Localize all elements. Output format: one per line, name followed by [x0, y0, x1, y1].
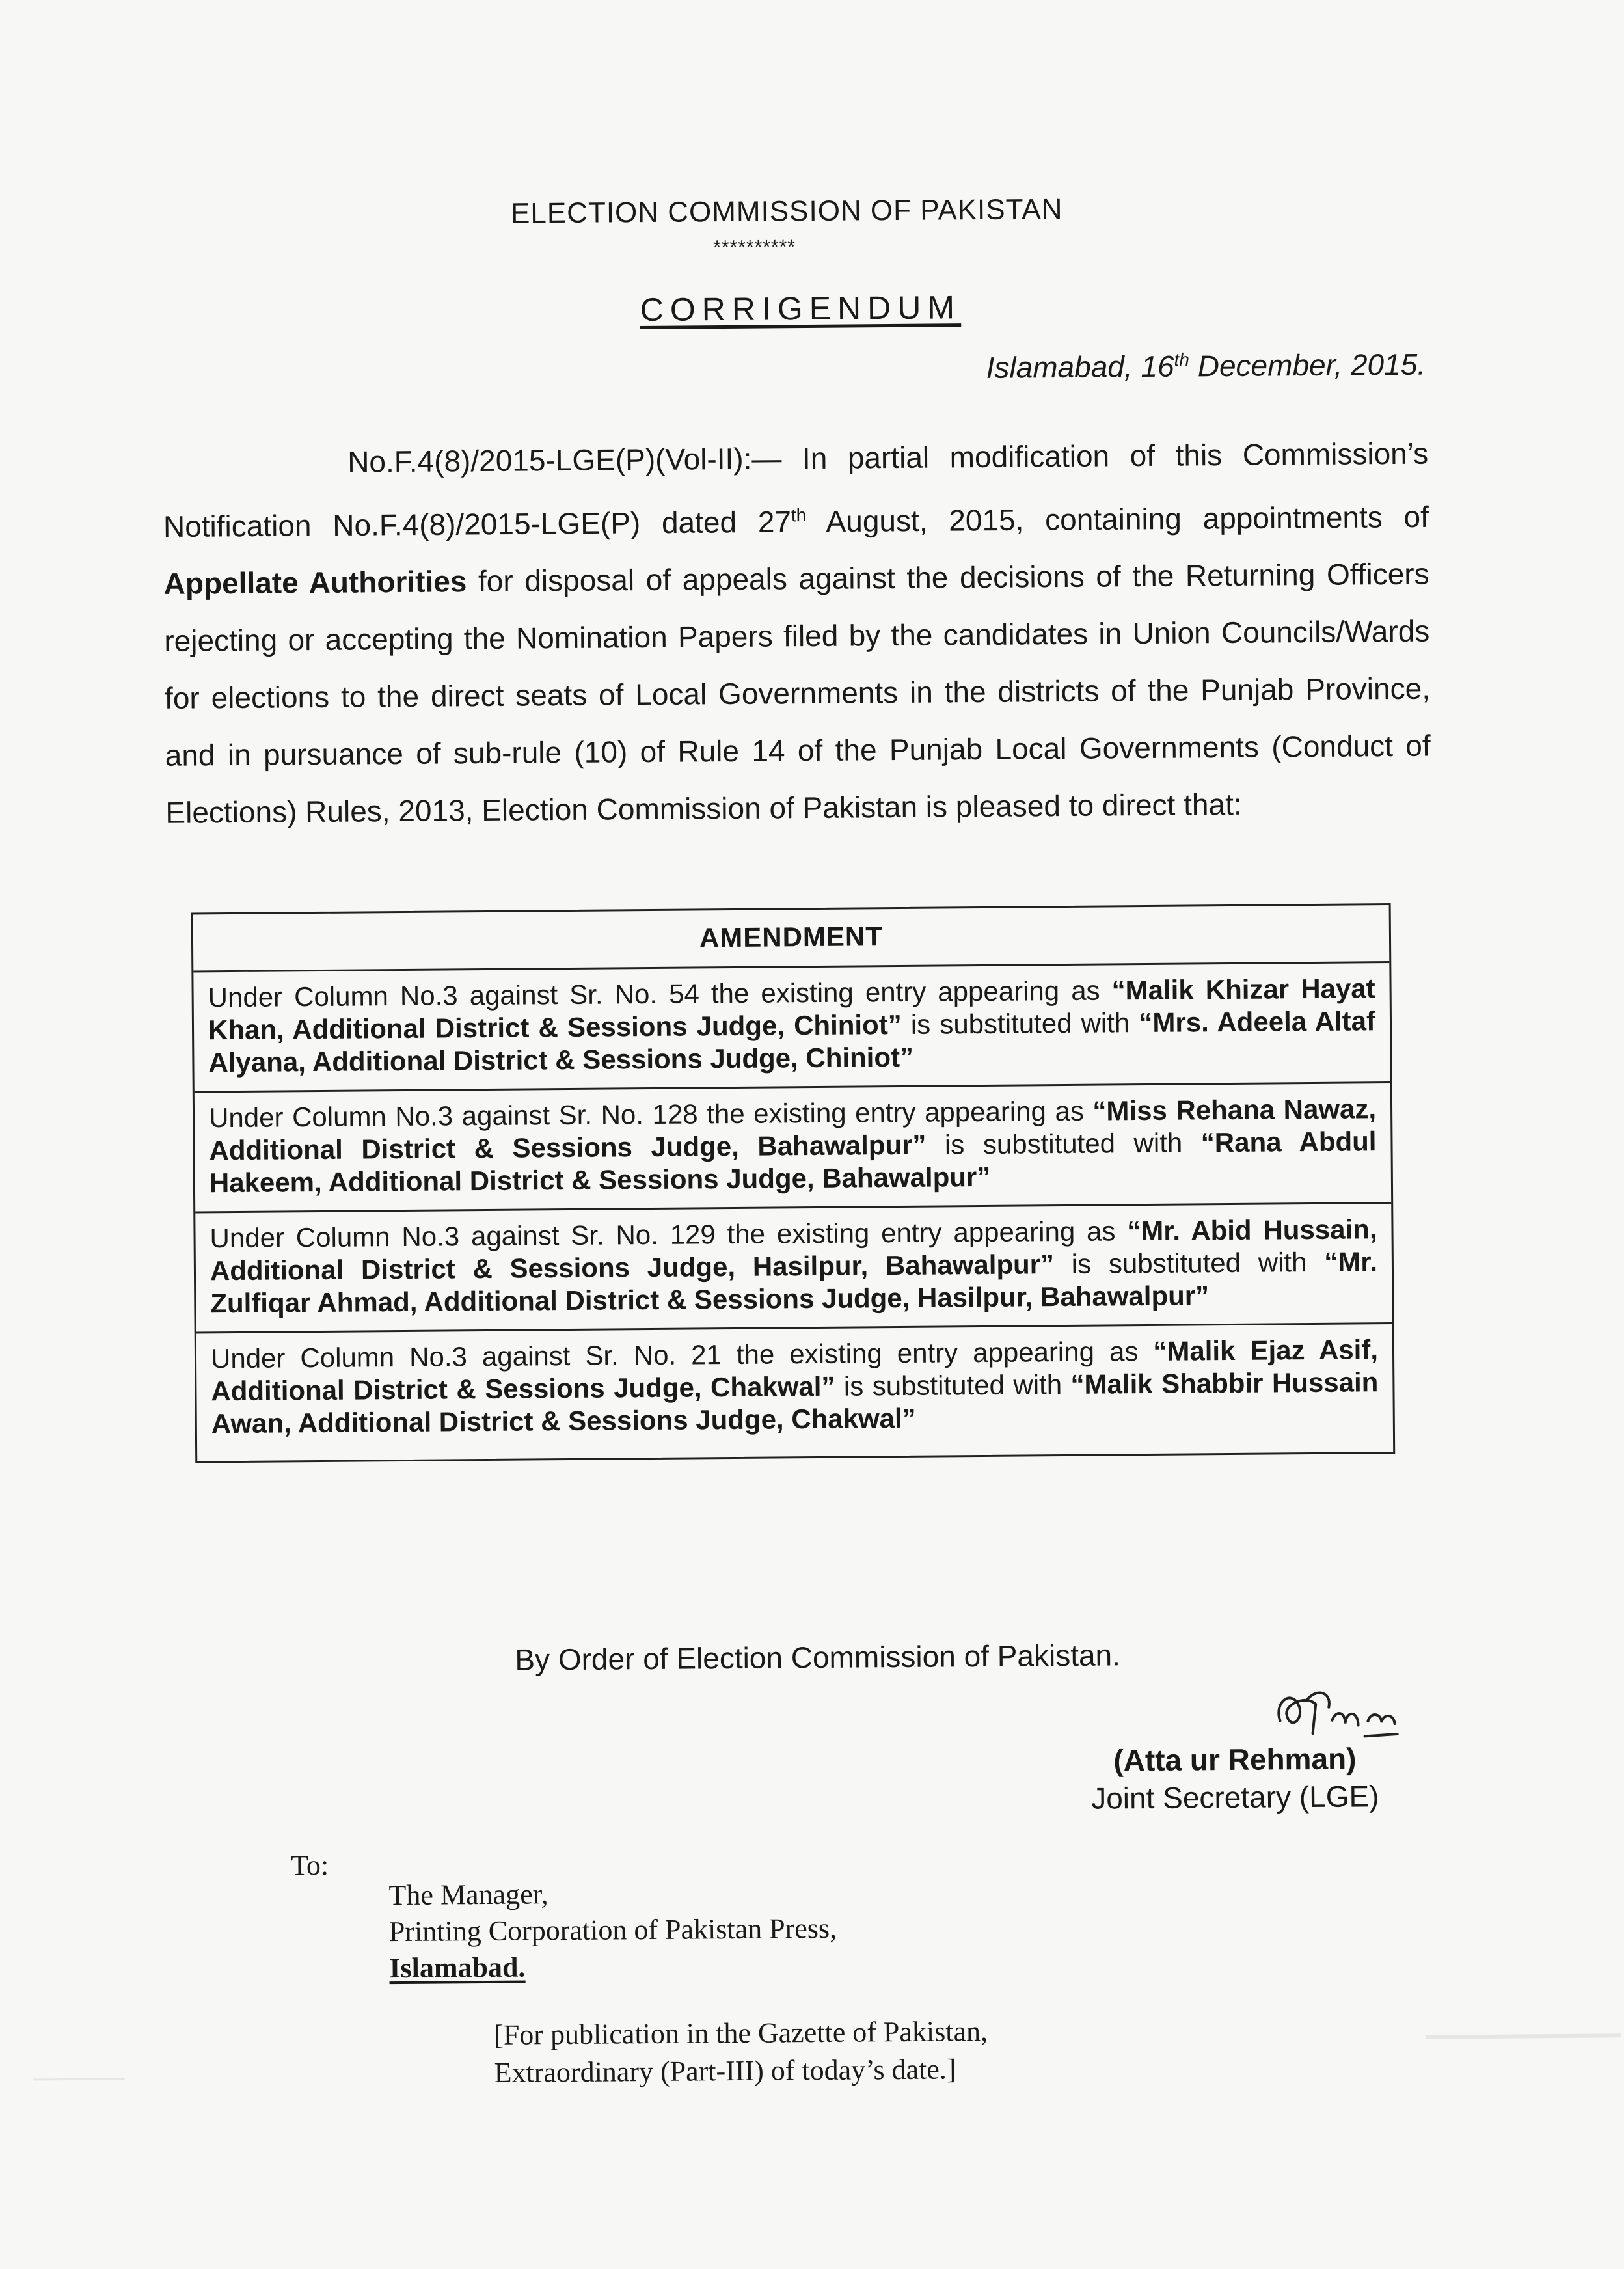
document-title: CORRIGENDUM [640, 289, 962, 329]
row-new-entry: “Mrs. Adeela Altaf Alyana, Additional District & Sessions Judge, Chiniot” [208, 1005, 1376, 1078]
row-new-entry: “Mr. Zulfiqar Ahmad, Additional District & Sessions Judge, Hasilpur, Bahawalpur” [210, 1246, 1378, 1319]
row-mid: is substituted with [835, 1368, 1071, 1402]
publication-note [494, 2011, 1210, 2092]
paragraph-part: August, 2015, containing appointments of [806, 499, 1429, 539]
amendment-row [193, 963, 1390, 1093]
address-city: Islamabad. [389, 1951, 526, 1985]
row-prefix: Under Column No.3 against Sr. No. 128 the existing entry appearing as [208, 1095, 1093, 1134]
publication-line: [For publication in the Gazette of Pakistan, [494, 2015, 988, 2051]
row-mid: is substituted with [901, 1007, 1139, 1040]
stars-divider: ********** [713, 236, 796, 259]
scan-mark [1426, 2033, 1621, 2039]
amendment-table [191, 903, 1396, 1463]
to-label: To: [290, 1849, 329, 1882]
row-mid: is substituted with [926, 1127, 1201, 1160]
publication-line: Extraordinary (Part-III) of today’s date.] [494, 2053, 956, 2089]
amendment-heading: AMENDMENT [193, 905, 1390, 972]
signer-title: Joint Secretary (LGE) [1091, 1779, 1379, 1815]
signer-block [1033, 1739, 1437, 1818]
row-old-entry: “Mr. Abid Hussain, Additional District & Sessions Judge, Hasilpur, Bahawalpur” [210, 1214, 1377, 1286]
scan-mark [34, 2078, 125, 2080]
organization-title: ELECTION COMMISSION OF PAKISTAN [510, 193, 1063, 230]
paragraph-bold: Appellate Authorities [163, 564, 467, 601]
amendment-row [195, 1204, 1392, 1333]
order-line: By Order of Election Commission of Pakistan. [515, 1638, 1121, 1677]
row-new-entry: “Malik Shabbir Hussain Awan, Additional District & Sessions Judge, Chakwal” [211, 1366, 1379, 1439]
row-mid: is substituted with [1053, 1246, 1325, 1280]
handwritten-signature [1254, 1674, 1424, 1747]
date-suffix: December, 2015. [1189, 347, 1426, 383]
body-paragraph [163, 425, 1431, 842]
recipient-address [388, 1872, 1040, 1987]
address-line: The Manager, [388, 1878, 548, 1912]
address-line: Printing Corporation of Pakistan Press, [388, 1912, 837, 1948]
row-prefix: Under Column No.3 against Sr. No. 54 the existing entry appearing as [208, 975, 1112, 1013]
signer-name: (Atta ur Rehman) [1113, 1741, 1357, 1778]
paragraph-part: No.F.4(8)/2015-LGE(P)(Vol-II):— In partial modification of this Commission’s Notification No.F.4(8)/2015-LGE(P) dated 27 [163, 436, 1429, 544]
row-old-entry: “Malik Khizar Hayat Khan, Additional District & Sessions Judge, Chiniot” [208, 973, 1375, 1046]
row-old-entry: “Miss Rehana Nawaz, Additional District & Sessions Judge, Bahawalpur” [209, 1093, 1377, 1166]
paragraph-part: for disposal of appeals against the decisions of the Returning Officers rejecting or accepting the Nomination Papers filed by the candidates in Union Councils/Wards for elections to the direct seats of Local Governments in the districts of the Punjab Province, and in pursuance of sub-rule (10) of Rule 14 of the Punjab Local Governments (Conduct of Elections) Rules, 2013, Election Commission of Pakistan is pleased to direct that: [164, 556, 1431, 830]
amendment-row [195, 1083, 1391, 1213]
date-line [892, 347, 1426, 386]
amendment-row [196, 1324, 1393, 1461]
date-prefix: Islamabad, 16 [986, 349, 1174, 385]
paragraph-superscript: th [791, 505, 807, 526]
row-new-entry: “Rana Abdul Hakeem, Additional District & Sessions Judge, Bahawalpur” [209, 1126, 1377, 1199]
date-superscript: th [1174, 349, 1190, 370]
row-prefix: Under Column No.3 against Sr. No. 21 the existing entry appearing as [210, 1335, 1154, 1374]
row-old-entry: “Malik Ejaz Asif, Additional District & Sessions Judge, Chakwal” [211, 1334, 1379, 1407]
row-prefix: Under Column No.3 against Sr. No. 129 the existing entry appearing as [210, 1216, 1128, 1254]
